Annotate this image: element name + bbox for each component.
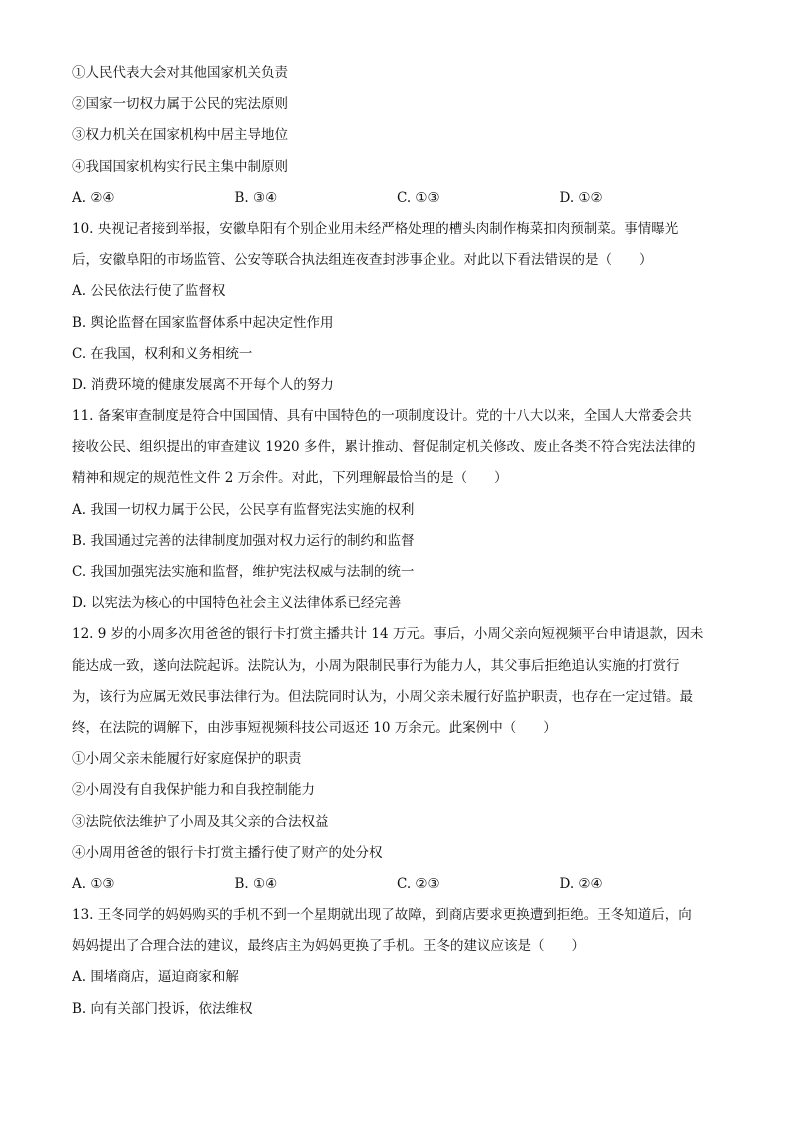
question-10-block xyxy=(72,214,722,401)
q12-options-row xyxy=(72,869,722,900)
q12-stem-line-3: 为，该行为应属无效民事法律行为。但法院同时认为，小周父亲未履行好监护职责，也存在一定过错。最 xyxy=(72,688,693,705)
q12-statement-4: ④小周用爸爸的银行卡打赏主播行使了财产的处分权 xyxy=(72,844,383,861)
q11-option-b[interactable]: B. 我国通过完善的法律制度加强对权力运行的制约和监督 xyxy=(72,532,415,549)
q9-options-row xyxy=(72,183,722,214)
q9-option-a[interactable]: A. ②④ xyxy=(72,189,115,206)
q12-option-d[interactable]: D. ②④ xyxy=(559,875,603,892)
question-12-block xyxy=(72,619,722,900)
exam-page xyxy=(72,58,722,1025)
q9-option-d[interactable]: D. ①② xyxy=(559,189,603,206)
q12-statement-2: ②小周没有自我保护能力和自我控制能力 xyxy=(72,782,315,799)
q12-option-a[interactable]: A. ①③ xyxy=(72,875,115,892)
q12-option-c[interactable]: C. ②③ xyxy=(397,875,440,892)
q13-option-a[interactable]: A. 围堵商店，逼迫商家和解 xyxy=(72,969,239,986)
q13-stem-line-2: 妈妈提出了合理合法的建议，最终店主为妈妈更换了手机。王冬的建议应该是（ ） xyxy=(72,938,585,955)
q12-option-b[interactable]: B. ①④ xyxy=(234,875,278,892)
q12-statement-3: ③法院依法维护了小周及其父亲的合法权益 xyxy=(72,813,329,830)
q11-option-c[interactable]: C. 我国加强宪法实施和监督，维护宪法权威与法制的统一 xyxy=(72,564,415,580)
q13-stem-line-1: 13. 王冬同学的妈妈购买的手机不到一个星期就出现了故障，到商店要求更换遭到拒绝。王冬知道后，向 xyxy=(72,907,692,924)
q9-statement-1: ①人民代表大会对其他国家机关负责 xyxy=(72,65,288,81)
question-9-block xyxy=(72,58,722,214)
q10-stem-line-2: 后，安徽阜阳的市场监管、公安等联合执法组连夜查封涉事企业。对此以下看法错误的是（ ） xyxy=(72,252,653,269)
q11-stem-line-3: 精神和规定的规范性文件 2 万余件。对此，下列理解最恰当的是（ ） xyxy=(72,470,508,487)
q10-option-b[interactable]: B. 舆论监督在国家监督体系中起决定性作用 xyxy=(72,314,334,331)
q13-option-b[interactable]: B. 向有关部门投诉，依法维权 xyxy=(72,1000,253,1017)
q10-option-c[interactable]: C. 在我国，权利和义务相统一 xyxy=(72,345,253,362)
q11-stem-line-1: 11. 备案审查制度是符合中国国情、具有中国特色的一项制度设计。党的十八大以来，全国人大常委会共 xyxy=(72,408,692,425)
q12-statement-1: ①小周父亲未能履行好家庭保护的职责 xyxy=(72,751,302,768)
q11-option-d[interactable]: D. 以宪法为核心的中国特色社会主义法律体系已经完善 xyxy=(72,595,402,612)
q12-stem-line-1: 12. 9 岁的小周多次用爸爸的银行卡打赏主播共计 14 万元。事后，小周父亲向短视频平台申请退款，因未 xyxy=(72,626,704,643)
q11-stem-line-2: 接收公民、组织提出的审查建议 1920 多件，累计推动、督促制定机关修改、废止各类不符合宪法法律的 xyxy=(72,439,696,456)
question-13-block xyxy=(72,900,722,1025)
q10-stem-line-1: 10. 央视记者接到举报，安徽阜阳有个别企业用未经严格处理的槽头肉制作梅菜扣肉预制菜。事情曝光 xyxy=(72,220,679,237)
q9-statement-4: ④我国国家机构实行民主集中制原则 xyxy=(72,158,288,175)
question-11-block xyxy=(72,401,722,619)
q10-option-a[interactable]: A. 公民依法行使了监督权 xyxy=(72,283,226,300)
q9-statement-2: ②国家一切权力属于公民的宪法原则 xyxy=(72,96,288,113)
q12-stem-line-4: 终，在法院的调解下，由涉事短视频科技公司返还 10 万余元。此案例中（ ） xyxy=(72,719,557,736)
q9-statement-3: ③权力机关在国家机构中居主导地位 xyxy=(72,127,288,144)
q12-stem-line-2: 能达成一致，遂向法院起诉。法院认为，小周为限制民事行为能力人，其父事后拒绝追认实施的打赏行 xyxy=(72,657,680,674)
q9-option-b[interactable]: B. ③④ xyxy=(234,189,278,206)
q10-option-d[interactable]: D. 消费环境的健康发展离不开每个人的努力 xyxy=(72,376,334,393)
q9-option-c[interactable]: C. ①③ xyxy=(397,189,440,206)
q11-option-a[interactable]: A. 我国一切权力属于公民，公民享有监督宪法实施的权利 xyxy=(72,501,415,518)
